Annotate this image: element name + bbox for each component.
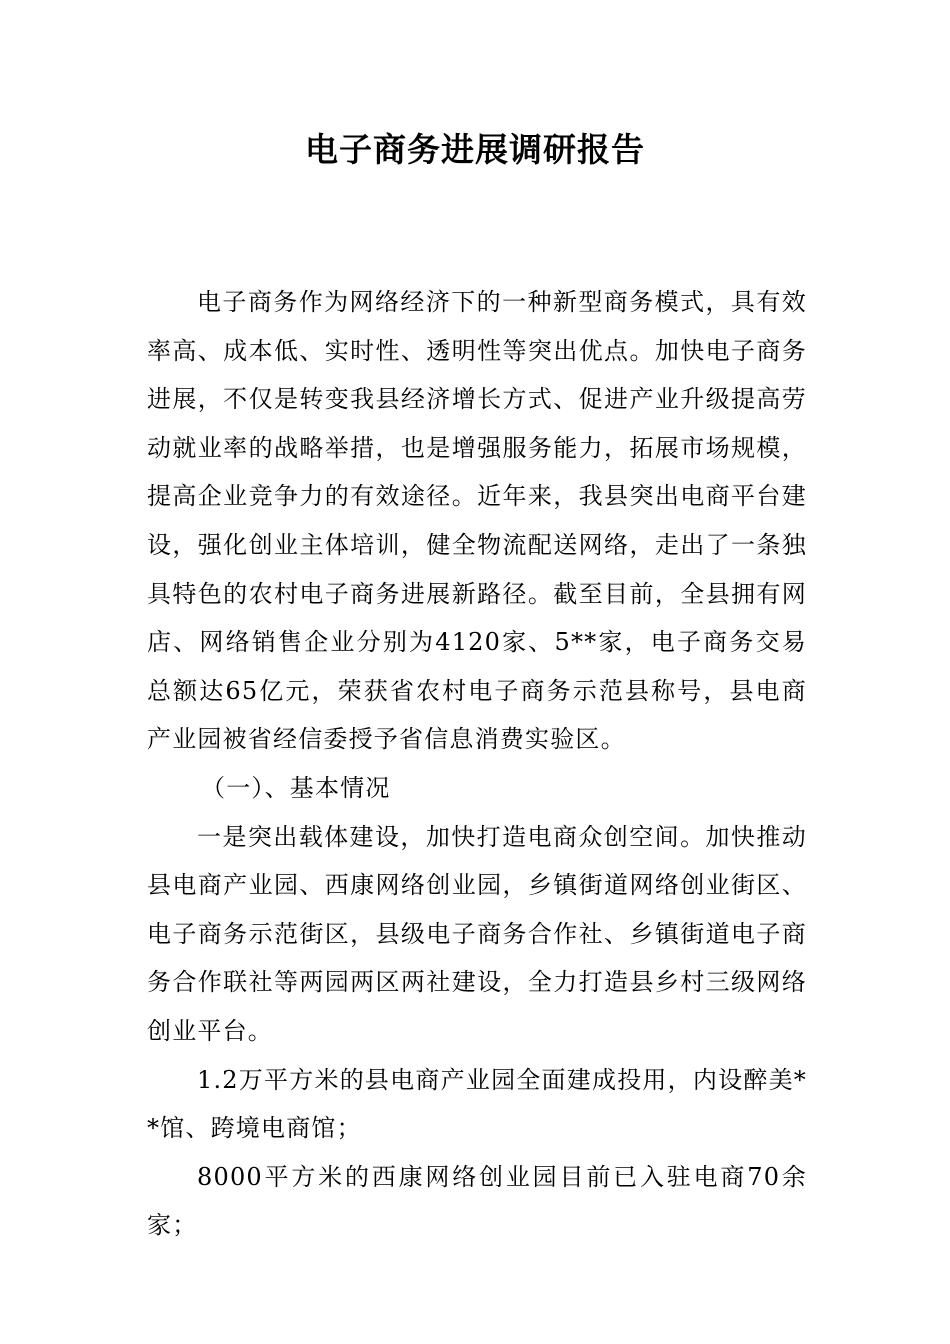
document-body (147, 278, 807, 1250)
paragraph-industrial-park: 1.2万平方米的县电商产业园全面建成投用，内设醉美**馆、跨境电商馆； (147, 1065, 807, 1143)
paragraph-xikang-park: 8000平方米的西康网络创业园目前已入驻电商70余家； (147, 1162, 807, 1240)
paragraph-carrier-construction: 一是突出载体建设，加快打造电商众创空间。加快推动县电商产业园、西康网络创业园，乡镇街道网络创业街区、电子商务示范街区，县级电子商务合作社、乡镇街道电子商务合作联社等两园两区两社建设，全力打造县乡村三级网络创业平台。 (147, 822, 807, 1045)
paragraph-intro: 电子商务作为网络经济下的一种新型商务模式，具有效率高、成本低、实时性、透明性等突出优点。加快电子商务进展，不仅是转变我县经济增长方式、促进产业升级提高劳动就业率的战略举措，也是增强服务能力，拓展市场规模，提高企业竞争力的有效途径。近年来，我县突出电商平台建设，强化创业主体培训，健全物流配送网络，走出了一条独具特色的农村电子商务进展新路径。截至目前，全县拥有网店、网络销售企业分别为4120家、5**家，电子商务交易总额达65亿元，荣获省农村电子商务示范县称号，县电商产业园被省经信委授予省信息消费实验区。 (147, 288, 807, 754)
section-heading-basic-situation: （一）、基本情况 (201, 773, 391, 802)
document-title: 电子商务进展调研报告 (305, 130, 645, 169)
